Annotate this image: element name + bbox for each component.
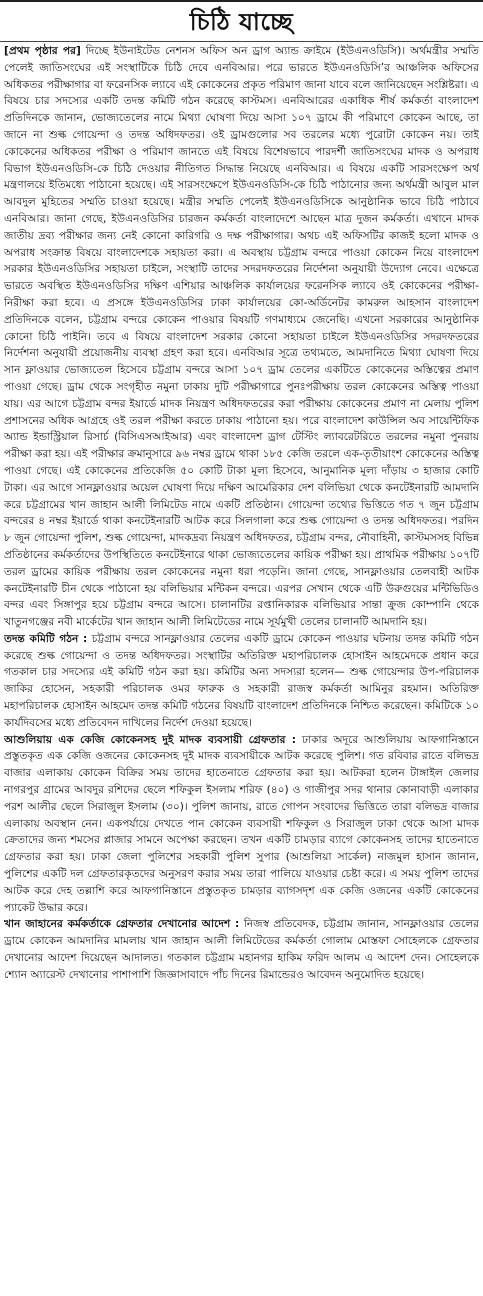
paragraph-continued xyxy=(4,43,479,631)
paragraph-khan-jahan-order xyxy=(4,916,479,983)
article-body xyxy=(4,43,479,1294)
top-rule xyxy=(0,0,483,2)
headline-rule xyxy=(0,41,483,42)
subheading-ashulia-arrest: আশুলিয়ায় এক কেজি কোকেনসহ দুই মাদক ব্যবসায়ী গ্রেফতার : xyxy=(4,733,296,746)
subheading-khan-jahan-order: খান জাহানের কর্মকর্তাকে গ্রেফতার দেখানোর আদেশ : xyxy=(4,918,240,931)
paragraph-text: ঢাকার অদূরে আশুলিয়ায় আফগানিস্তানে প্রস্তুতকৃত এক কেজি ওজনের কোকেনসহ দুই মাদক ব্যবসায়ীকে আটক করেছে পুলিশ। গত রবিবার রাতে বলিভদ্র বাজার এলাকায় কোকেন বিক্রির সময় তাদের হাতেনাতে গ্রেফতার করা হয়। আটকরা হলেন টাঙ্গাইল জেলার নাগরপুর গ্রামের আবদুর রশিদের ছেলে শফিকুল ইসলাম শরিফ (৪০) ও গাজীপুর সদর থানার কোনাবাড়ী এলাকার পরশ আলীর ছেলে সিরাজুল ইসলাম (৩০)। পুলিশ জানায়, রাতে গোপন সংবাদের ভিত্তিতে তারা বলিভদ্র বাজার এলাকায় অবস্থান নেন। একপর্যায়ে দেখতে পান কোকেন ব্যবসায়ী শফিকুল ও সিরাজুল ঢাকা থেকে আসা মাদক ক্রেতাদের জন্য শমসের প্লাজার সামনে অপেক্ষা করছেন। তখন একটি চামড়ার ব্যাগে কোকেনসহ তাদের হাতেনাতে গ্রেফতার করা হয়। ঢাকা জেলা পুলিশের সহকারী পুলিশ সুপার (আশুলিয়া সার্কেল) নাজমুল হাসান জানান, পুলিশের একটি দল গ্রেফতারকৃতদের অনুসরণ করার সময় তারা পালিয়ে যাওয়ার চেষ্টা করে। এ সময় পুলিশ তাদের আটক করে দেহ তল্লাশি করে আফগানিস্তানে প্রস্তুতকৃত চামড়ার ব্যাগসদৃশ এক কেজি ওজনের একটি কোকেনের প্যাকেট উদ্ধার করে। xyxy=(4,733,479,914)
headline-container xyxy=(0,4,483,40)
article-headline: চিঠি যাচ্ছে xyxy=(189,7,294,36)
paragraph-text: দিচ্ছে ইউনাইটেড নেশনস অফিস অন ড্রাগ অ্যান্ড ক্রাইমে (ইউএনওডিসি)। অর্থমন্ত্রীর সম্মতি পেলেই জাতিসংঘের এই সংস্থাটিকে চিঠি দেবে এনবিআর। পরে ভারতে ইউএনওডিসি’র আঞ্চলিক অফিসের অধিকতর পরীক্ষাগার বা ফরেনসিক ল্যাবে এই কোকেনের প্রকৃত পরিমাণ জানা যাবে বলে জানিয়েছেন সংশ্লিষ্টরা। এ বিষয়ে চার সদস্যের একটি তদন্ত কমিটি গঠন করেছে কাস্টমস। এনবিআরের একাধিক শীর্ষ কর্মকর্তা বাংলাদেশ প্রতিদিনকে জানান, ভোজ্যতেলের নামে মিথ্যা ঘোষণা দিয়ে আসা ১০৭ ড্রামে কী পরিমাণে কোকেন আছে, তা জানে না শুল্ক গোয়েন্দা ও তদন্ত অধিদফতর। ওই ড্রামগুলোর সব তরলের মধ্যে পুরোটা কোকেন নয়। তাই কোকেনের অধিকতর পরীক্ষা ও পরিমাণ জানতে এই বিষয়ে বিশেষভাবে পারদর্শী জাতিসংঘের মাদক ও অপরাধ বিভাগ ইউএনওডিসি-কে চিঠি দেওয়ার নীতিগত সিদ্ধান্ত নিয়েছে এনবিআর। এ বিষয়ে একটি সারসংক্ষেপ অর্থ মন্ত্রণালয়ে ইতিমধ্যে পাঠানো হয়েছে। এই সারসংক্ষেপে ইউএনওডিসি-কে চিঠি পাঠানোর জন্য অর্থমন্ত্রী আবুল মাল আবদুল মুহিতের সম্মতি চাওয়া হয়েছে। মন্ত্রীর সম্মতি পেলেই ইউএনওডিসিকে আনুষ্ঠানিক ভাবে চিঠি পাঠাবে এনবিআর। জানা গেছে, ইউএনওডিসির চারজন কর্মকর্তা বাংলাদেশে আছেন মাত্র দুজন কর্মকর্তা। এখানে মাদক জাতীয় দ্রব্য পরীক্ষার জন্য নেই কোনো কারিগরি ও দক্ষ পরীক্ষাগার। অথচ এই অফিসটির কাজই হলো মাদক ও অপরাধ সংক্রান্ত বিষয়ে বাংলাদেশকে সহায়তা করা। এ অবস্থায় চট্টগ্রাম বন্দরে পাওয়া কোকেন নিয়ে বাংলাদেশ সরকার ইউএনওডিসির সহায়তা চাইলে, সংস্থাটি তাদের সদরদফতরের নির্দেশনা অনুযায়ী উদ্যোগ নেবে। এক্ষেত্রে ভারতে অবস্থিত ইউএনওডিসির দক্ষিণ এশিয়ার আঞ্চলিক কার্যালয়ের ফরেনসিক ল্যাবে ওই কোকেনের পরীক্ষা-নিরীক্ষা করা হবে। এ প্রসঙ্গে ইউএনওডিসির ঢাকা কার্যালয়ের কো-অর্ডিনেটর কামরুল আহসান বাংলাদেশ প্রতিদিনকে বলেন, চট্টগ্রাম বন্দরে কোকেন পাওয়ার বিষয়টি গণমাধ্যমে জেনেছি। এখনো সরকারের আনুষ্ঠানিক কোনো চিঠি পাইনি। তবে এ বিষয়ে বাংলাদেশ সরকার কোনো সহায়তা চাইলে ইউএনওডিসির সদরদফতরের নির্দেশনা অনুযায়ী প্রয়োজনীয় ব্যবস্থা গ্রহণ করা হবে। এনবিআর সূত্রে তথ্যমতে, আমদানিতে মিথ্যা ঘোষণা দিয়ে সান ফ্লাওয়ার ভোজ্যতেল হিসেবে চট্টগ্রাম বন্দরে আসা ১০৭ ড্রাম তেলের একটিতে কোকেনের অস্তিত্বের প্রমাণ পাওয়া গেছে। ড্রাম থেকে সংগৃহীত নমুনা ঢাকায় দুটি পরীক্ষাগারে পুনঃপরীক্ষায় তরল কোকেনের অস্তিত্ব পাওয়া যায়। এর আগে চট্টগ্রাম বন্দর ইয়ার্ডে মাদক নিয়ন্ত্রণ অধিদফতরের করা পরীক্ষায় কোকেনের প্রমাণ না মেলায় পুলিশ প্রশাসনের অধিক আগ্রহে ওই তরল পরীক্ষা করতে ঢাকায় পাঠানো হয়। পরে বাংলাদেশ কাউন্সিল অব সায়েন্টিফিক অ্যান্ড ইন্ডাস্ট্রিয়াল রিসার্চ (বিসিএসআইআর) এবং বাংলাদেশ ড্রাগ টেস্টিং ল্যাবরেটরিতে তরলের নমুনা পুনরায় পরীক্ষা করা হয়। এই পরীক্ষার ক্রমানুসারে ৯৬ নম্বর ড্রামে থাকা ১৮৫ কেজি তরলে এক-তৃতীয়াংশ কোকেনের অস্তিত্ব পাওয়া গেছে। এই কোকেনের প্রতিকেজি ৫০ কোটি টাকা মূল্য হিসেবে, আনুমানিক মূল্য দাঁড়ায় ৩ হাজার কোটি টাকা। এর আগে সানফ্লাওয়ার অয়েল ঘোষণা দিয়ে দক্ষিণ আমেরিকার দেশ বলিভিয়া থেকে কনটেইনারটি আমদানি করে চট্টগ্রামের খান জাহান আলী লিমিটেড নামে একটি প্রতিষ্ঠান। গোয়েন্দা তথ্যের ভিত্তিতে গত ৭ জুন চট্টগ্রাম বন্দরের ৪ নম্বর ইয়ার্ডে থাকা কনটেইনারটি আটক করে সিলগালা করে শুল্ক গোয়েন্দা ও তদন্ত অধিদফতর। পরদিন ৮ জুন গোয়েন্দা পুলিশ, শুল্ক গোয়েন্দা, মাদকদ্রব্য নিয়ন্ত্রণ অধিদফতর, চট্টগ্রাম বন্দর, নৌবাহিনী, কাস্টমসসহ বিভিন্ন প্রতিষ্ঠানের কর্মকর্তাদের উপস্থিতিতে কনটেইনারে থাকা ভোজ্যতেলের কায়িক পরীক্ষা হয়। প্রাথমিক পরীক্ষায় ১০৭টি তরল ড্রামের কায়িক পরীক্ষায় তরল কোকেনের নমুনা ধরা পড়েনি। জানা গেছে, সানফ্লাওয়ার তেলবাহী আটক কনটেইনারটি চীন থেকে পাঠানো হয় বলিভিয়ার মন্টিকন বন্দরে। এরপর সেখান থেকে এটি উরুগুয়ের মন্টিভিডিও বন্দর এবং সিঙ্গাপুর হয়ে চট্টগ্রাম বন্দরে আসে। চালানটির রপ্তানিকারক বলিভিয়ার সান্তা ক্রুজ কোম্পানি থেকে খাতুনগঞ্জের নবী মার্কেটের খান জাহান আলী লিমিটেডের নামে সূর্যমুখী তেলের চালানটি আমদানি হয়। xyxy=(4,45,479,629)
paragraph-text: চট্টগ্রাম বন্দরে সানফ্লাওয়ার তেলের একটি ড্রামে কোকেন পাওয়ার ঘটনায় তদন্ত কমিটি গঠন করেছে শুল্ক গোয়েন্দা ও তদন্ত অধিদফতর। সংস্থাটির অতিরিক্ত মহাপরিচালক হোসাইন আহমেদকে প্রধান করে গতকাল চার সদস্যের এই কমিটি গঠন করা হয়। কমিটির অন্য সদস্যরা হলেন— শুল্ক গোয়েন্দার উপ-পরিচালক জাকির হোসেন, সহকারী পরিচালক ওমর ফারুক ও সহকারী রাজস্ব কর্মকর্তা আমিনুর রহমান। অতিরিক্ত মহাপরিচালক হোসাইন আহমেদ তদন্ত কমিটি গঠনের বিষয়টি বাংলাদেশ প্রতিদিনকে নিশ্চিত করেছেন। কমিটিকে ১০ কার্যদিবসের মধ্যে প্রতিবেদন দাখিলের নির্দেশ দেওয়া হয়েছে। xyxy=(4,632,479,729)
paragraph-ashulia-arrest xyxy=(4,732,479,917)
continued-from-label: [প্রথম পৃষ্ঠার পর] xyxy=(4,45,81,57)
paragraph-text: নিজস্ব প্রতিবেদক, চট্টগ্রাম জানান, সানফ্লাওয়ার তেলের ড্রামে কোকেন আমদানির মামলায় খান জাহান আলী লিমিটেডের কর্মকর্তা গোলাম মোস্তফা সোহেলকে গ্রেফতার দেখানোর আদেশ দিয়েছেন আদালত। গতকাল চট্টগ্রাম মহানগর হাকিম ফরিদ আলম এ আদেশ দেন। সোহেলকে শ্যোন অ্যারেস্ট দেখানোর পাশাপাশি জিজ্ঞাসাবাদে পাঁচ দিনের রিমান্ডেরও আবেদন অনুমোদিত হয়েছে। xyxy=(4,918,479,981)
subheading-investigation-committee: তদন্ত কমিটি গঠন : xyxy=(4,632,88,645)
paragraph-investigation-committee xyxy=(4,631,479,732)
